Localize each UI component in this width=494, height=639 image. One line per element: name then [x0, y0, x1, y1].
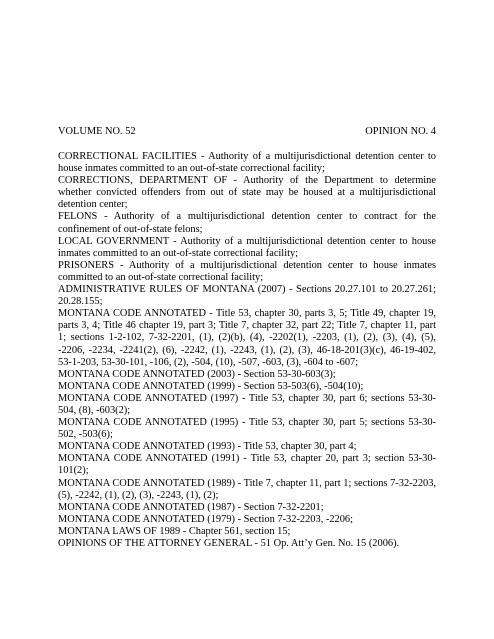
index-entry-mca-2003: MONTANA CODE ANNOTATED (2003) - Section 53-30-603(3);	[58, 368, 336, 380]
index-entry-admin-rules-2007: ADMINISTRATIVE RULES OF MONTANA (2007) - Sections 20.27.101 to 20.27.261; 20.28.155;	[58, 284, 436, 308]
index-entry-montana-laws-1989: MONTANA LAWS OF 1989 - Chapter 561, section 15;	[58, 525, 291, 537]
index-entry-mca-current: MONTANA CODE ANNOTATED - Title 53, chapter 30, parts 3, 5; Title 49, chapter 19, parts 3, 4; Title 46 chapter 19, part 3; Title 7, chapter 32, part 22; Title 7, chapter 11, part 1; sections 1-2-102, 7-32-2201, (1), (2)(b), (4), -2202(1), -2203, (1), (2), (3), (4), (5), -2206, -2234, -2241(2), (6), -2242, (1), -2243, (1), (2), (3), 46-18-201(3)(c), 46-19-402, 53-1-203, 53-30-101, -106, (2), -504, (10), -507, -603, (3), -604 to -607;	[58, 308, 436, 368]
index-entry-mca-1979: MONTANA CODE ANNOTATED (1979) - Section 7-32-2203, -2206;	[58, 513, 354, 525]
volume-number: VOLUME NO. 52	[58, 126, 136, 137]
index-entry-mca-1995: MONTANA CODE ANNOTATED (1995) - Title 53, chapter 30, part 5; sections 53-30-502, -503(6);	[58, 417, 436, 441]
index-entry-correctional-facilities: CORRECTIONAL FACILITIES - Authority of a multijurisdictional detention center to house inmates committed to an out-of-state correctional facility;	[58, 151, 436, 175]
index-entry-mca-1987: MONTANA CODE ANNOTATED (1987) - Section 7-32-2201;	[58, 501, 324, 513]
index-entry-mca-1999: MONTANA CODE ANNOTATED (1999) - Section 53-503(6), -504(10);	[58, 380, 364, 392]
index-entry-mca-1997: MONTANA CODE ANNOTATED (1997) - Title 53, chapter 30, part 6; sections 53-30-504, (8), -603(2);	[58, 392, 436, 416]
index-entry-mca-1991: MONTANA CODE ANNOTATED (1991) - Title 53, chapter 20, part 3; section 53-30-101(2);	[58, 453, 436, 477]
index-entry-felons: FELONS - Authority of a multijurisdictional detention center to contract for the confinement of out-of-state felons;	[58, 211, 436, 235]
index-entry-local-government: LOCAL GOVERNMENT - Authority of a multijurisdictional detention center to house inmates committed to an out-of-state correctional facility;	[58, 235, 436, 259]
opinion-number: OPINION NO. 4	[365, 126, 436, 137]
index-entry-mca-1989: MONTANA CODE ANNOTATED (1989) - Title 7, chapter 11, part 1; sections 7-32-2203, (5), -2242, (1), (2), (3), -2243, (1), (2);	[58, 477, 436, 501]
index-entry-corrections-department: CORRECTIONS, DEPARTMENT OF - Authority of the Department to determine whether convicted offenders from out of state may be housed at a multijurisdictional detention center;	[58, 175, 436, 211]
index-entry-mca-1993: MONTANA CODE ANNOTATED (1993) - Title 53, chapter 30, part 4;	[58, 441, 357, 453]
index-entry-ag-opinions: OPINIONS OF THE ATTORNEY GENERAL - 51 Op. Att’y Gen. No. 15 (2006).	[58, 538, 400, 549]
index-entry-prisoners: PRISONERS - Authority of a multijurisdictional detention center to house inmates committed to an out-of-state correctional facility;	[58, 259, 436, 283]
document-header	[58, 125, 436, 139]
index-entries	[58, 151, 436, 550]
